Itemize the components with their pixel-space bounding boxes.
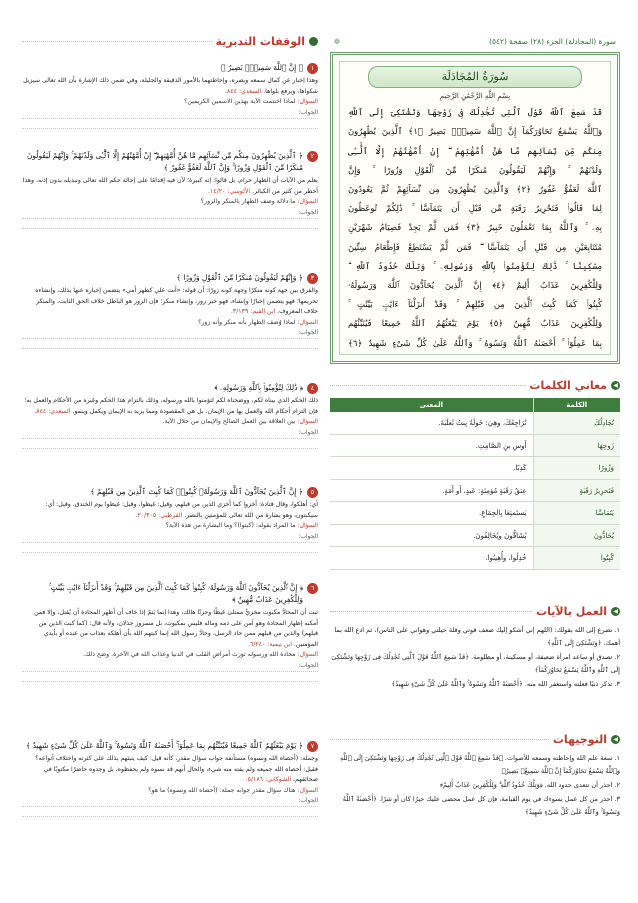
commentary-source: القرطبي: ٢٠/٣٠٥.: [135, 511, 183, 519]
waqfa-number: ٦: [307, 583, 318, 594]
waqfa-question: [22, 318, 318, 329]
commentary-text: ثبت أن المحادَّ مكبوت مخزيٌّ ممتلئ غيظًا وحزنًا هالك، وهذا إنما يَتمّ إذا خاف أن أظهر المحادة أن يُقتل، وإلا فمن أمكنه إظهار المحادة وهو آمن على دمه وماله فليس بمكبوت، بل مسرور جذلان، ولأنه قال: (كما كبت الذين من قبلهم) والذين من قبلهم ممن حاد الرسل، وحادَّ رسول الله إنما كبتهم الله بأن أهلكه بعذاب من عنده أو بأيدي المؤمنين.: [34, 609, 318, 648]
section-bullet-icon: ◀: [611, 607, 620, 616]
vocab-row: [330, 412, 620, 435]
question-label: السؤال:: [295, 318, 318, 326]
vocab-title: معاني الكلمات: [529, 379, 607, 392]
question-label: السؤال:: [295, 522, 318, 530]
divider: [330, 739, 549, 740]
tawjihat-title: التوجيهات: [552, 733, 607, 746]
question-label: السؤال:: [295, 786, 318, 794]
question-text: هناك سؤال مقدر جوابه جملة: (أحصاه الله ونسوه) ما هو؟: [148, 786, 296, 794]
ayah-line: مِسْكِينًا ۚ ذَٰلِكَ لِتُؤْمِنُوا۟ بِٱللَّهِ وَرَسُولِهِۦ ۚ وَتِلْكَ حُدُودُ ٱللَّهِ ۗ: [348, 260, 602, 271]
waqfa-question: [22, 650, 318, 661]
question-text: بين العلاقة بين العمل الصالح والإيمان من خلال الآية.: [162, 418, 296, 426]
waqfa-number: ٧: [307, 741, 318, 752]
commentary-source: ابن تيمية: ٦/٢٤٠.: [248, 640, 292, 648]
amal-title: العمل بالآيات: [536, 605, 607, 618]
ornament-icon: ❁: [334, 36, 341, 46]
ayah-line: مِنكُم مِّن نِّسَآئِهِم مَّا هُنَّ أُمَّهَٰتِهِمْ ۖ إِنْ أُمَّهَٰتُهُمْ إِلَّا ٱلَّٰٓـِٔى: [348, 145, 602, 156]
vocab-meaning: يُشَاقُّونَ ويُخَالِفُونَ.: [330, 524, 533, 547]
answer-field[interactable]: الجواب:: [22, 108, 318, 119]
waqfa-commentary: [22, 754, 318, 786]
ayah-line: وَٱللَّهُ يَسْمَعُ تَحَاوُرَكُمَآ إِنَّ ٱللَّهَ سَمِيعٌۢ بَصِيرٌ ﴿١﴾ ٱلَّذِينَ يُظَٰهِرُونَ: [348, 126, 602, 137]
list-item: ٢. احذر أن تتعدى حدود الله. ﴿وَتِلْكَ حُدُودُ ٱللَّهِ ۗ وَلِلْكَٰفِرِينَ عَذَابٌ أَلِيمٌ﴾: [440, 780, 620, 789]
vocab-meaning: تُرَاجِعُكَ، وهِيَ: خَولَةُ بِنتُ ثَعلَبَةَ.: [330, 412, 533, 435]
quran-page-header: [330, 34, 620, 50]
waqafat-title: الوقفات التدبرية: [215, 35, 305, 48]
waqfa-commentary: [22, 286, 318, 318]
list-item: ٢. تصدق أو ساعد امرأة ضعيفة، أو مسكينة، أو مظلومة. ﴿قَدْ سَمِعَ ٱللَّهُ قَوْلَ ٱلَّتِى تُجَٰدِلُكَ فِى زَوْجِهَا وَتَشْتَكِىٓ إِلَى ٱللَّهِ وَٱللَّهُ يَسْمَعُ تَحَاوُرَكُمَآ﴾: [331, 652, 620, 674]
tawjihat-section: [330, 732, 620, 820]
waqfa-ayah: ﴿ إِنَّ ٱلَّذِينَ يُحَآدُّونَ ٱللَّهَ وَرَسُولَهُۥ كُبِتُوا۟ كَمَا كُبِتَ ٱلَّذِينَ مِن قَبْلِهِمْ ﴾: [90, 487, 303, 496]
commentary-source: الألوسي: ١٤/٢٠.: [208, 187, 251, 195]
amal-section: [330, 604, 620, 692]
section-bullet-icon: ◀: [611, 381, 620, 390]
vocab-section: [330, 378, 620, 570]
commentary-source: السعدي: ٨٤٤.: [225, 87, 262, 95]
waqfa-card: [22, 150, 318, 229]
waqfa-question: [22, 786, 318, 797]
ayah-line: قَدْ سَمِعَ ٱللَّهُ قَوْلَ ٱلَّتِى تُجَٰدِلُكَ فِى زَوْجِهَا وَتَشْتَكِىٓ إِلَى ٱللَّهِ: [348, 107, 602, 118]
vocab-word: زَوجِهَا: [533, 434, 620, 457]
list-item: ١. تضرع إلى الله بقولك: (اللهم إني أشكو إليك ضعف قوتي وقلة حيلتي وهواني على الناس)، ثم ادع الله بما أهمك. ﴿وَتَشْتَكِىٓ إِلَى ٱللَّهِ﴾: [334, 625, 620, 647]
vocab-word: كُبِتُوا: [533, 547, 620, 570]
commentary-text: وهذا إخبار عن كمال سمعه وبصره، وإحاطتهما بالأمور الدقيقة والجليلة، وفي ضمن ذلك الإشارة بأن الله تعالى سيزيل شكواها، ويرفع بلواها.: [23, 77, 318, 95]
vocab-row: [330, 457, 620, 480]
amal-list: [330, 624, 620, 691]
ayah-line: بِهِۦ ۚ وَٱللَّهُ بِمَا تَعْمَلُونَ خَبِيرٌ ﴿٣﴾ فَمَن لَّمْ يَجِدْ فَصِيَامُ شَهْرَيْنِ: [348, 222, 602, 233]
section-bullet-icon: [309, 37, 318, 46]
answer-line[interactable]: [22, 807, 318, 817]
commentary-source: الشوكاني: ٥/١٨٦.: [245, 776, 292, 784]
waqfa-commentary: [22, 500, 318, 521]
waqfa-number: ٤: [307, 383, 318, 394]
waqfa-commentary: [22, 608, 318, 650]
waqfa-head: [22, 272, 318, 284]
question-label: السؤال:: [295, 198, 318, 206]
quran-panel: [330, 34, 620, 364]
answer-field[interactable]: الجواب:: [22, 796, 318, 807]
ayah-line: كُبِتُوا۟ كَمَا كُبِتَ ٱلَّذِينَ مِن قَبْلِهِمْ ۚ وَقَدْ أَنزَلْنَآ ءَايَٰتٍۭ بَيِّنَٰتٍ ۚ: [348, 299, 602, 310]
ayah-line: وَلِلْكَٰفِرِينَ عَذَابٌ أَلِيمٌ ﴿٤﴾ إِنَّ ٱلَّذِينَ يُحَآدُّونَ ٱللَّهَ وَرَسُولَهُۥ: [348, 279, 602, 290]
waqfa-card: [22, 62, 318, 129]
question-label: السؤال:: [295, 418, 318, 426]
waqfa-card: [22, 740, 318, 817]
vocab-word: تُجَادِلُكَ: [533, 412, 620, 435]
waqafat-header: [22, 34, 318, 50]
waqfa-commentary: [22, 396, 318, 417]
waqfa-ayah: ﴿ إِنَّ ٱلَّذِينَ يُحَآدُّونَ ٱللَّهَ وَرَسُولَهُۥ كُبِتُوا۟ كَمَا كُبِتَ ٱلَّذِينَ مِن قَبْلِهِمْ ۚ وَقَدْ أَنزَلْنَآ ءَايَٰتٍۭ بَيِّنَٰتٍ ۚ وَلِلْكَٰفِرِينَ عَذَابٌ مُّهِينٌ ﴾: [48, 583, 303, 604]
vocab-meaning: يَستَمتِعَا بِالجِمَاعِ.: [330, 502, 533, 525]
surah-page-info: سورة (المجادلة) الجزء (٢٨) صفحة (٥٤٢): [489, 36, 616, 46]
waqfa-head: [22, 150, 318, 174]
ayah-line: وَلِلْكَٰفِرِينَ عَذَابٌ مُّهِينٌ ﴿٥﴾ يَوْمَ يَبْعَثُهُمُ ٱللَّهُ جَمِيعًا فَيُنَبِّئُهُم: [348, 318, 602, 329]
waqfa-number: ١: [307, 63, 318, 74]
ayah-line: بِمَا عَمِلُوٓا۟ ۚ أَحْصَىٰهُ ٱللَّهُ وَنَسُوهُ ۚ وَٱللَّهُ عَلَىٰ كُلِّ شَىْءٍ شَهِيدٌ ﴿٦﴾: [348, 337, 602, 348]
question-text: لماذا وُصف الظهار بأنه منكر وأنه زور؟: [198, 318, 296, 326]
list-item: ٣. تذكر ذنبًا فعلته واستغفر الله منه. ﴿أَحْصَىٰهُ ٱللَّهُ وَنَسُوهُ ۚ وَٱللَّهُ عَلَىٰ كُلِّ شَىْءٍ شَهِيدٌ﴾: [391, 679, 620, 688]
answer-field[interactable]: الجواب:: [22, 208, 318, 219]
vocab-row: [330, 524, 620, 547]
vocab-meaning: خُذِلُوا، وأُهِينُوا.: [330, 547, 533, 570]
basmala: بِسْمِ اللَّهِ الرَّحْمَٰنِ الرَّحِيمِ: [439, 92, 511, 100]
answer-line[interactable]: [22, 339, 318, 349]
answer-line[interactable]: [22, 219, 318, 229]
waqfa-head: [22, 740, 318, 752]
waqfa-number: ٥: [307, 487, 318, 498]
waqfa-number: ٣: [307, 273, 318, 284]
vocab-row: [330, 434, 620, 457]
commentary-text: والفرق بين جهة كونه منكرًا وجهة كونه زورًا: أن قوله: «أنت علي كظهر أمي» يتضمن إخباره عنها بذلك، وإنشاءه تحريمها؛ فهو يتضمن إخبارًا وإنشاء، فهو خبر زور، وإنشاء منكر؛ فإن الزور هو الباطل خلاف الحق الثابت، والمنكر خلاف المعروف.: [35, 287, 318, 316]
answer-line[interactable]: [22, 439, 318, 449]
vocab-row: [330, 479, 620, 502]
waqfa-head: [22, 486, 318, 498]
tawjihat-list: [330, 752, 620, 819]
vocab-meaning: عِتقُ رَقَبَةٍ مُؤمِنَةٍ: عَبدٍ، أَو أَمَةٍ.: [330, 479, 533, 502]
question-text: لماذا اختتمت الآية بهذين الاسمين الكريمين؟: [184, 98, 296, 106]
quran-text-area: [339, 61, 611, 355]
question-text: ما المراد بقوله: (كبتوا)؟ وما البشارة من هذه الآية؟: [165, 522, 296, 530]
answer-field[interactable]: الجواب:: [22, 532, 318, 543]
answer-line[interactable]: [22, 119, 318, 129]
surah-title-banner: سُورَةُ المُجَادَلَة: [368, 66, 582, 88]
waqafat-section: [22, 34, 318, 56]
waqfa-head: [22, 382, 318, 394]
question-label: السؤال:: [295, 98, 318, 106]
waqfa-ayah: ﴿ ٱلَّذِينَ يُظَٰهِرُونَ مِنكُم مِّن نِّسَآئِهِم مَّا هُنَّ أُمَّهَٰتِهِمْ ۖ إِنْ أُمَّهَٰتُهُمْ إِلَّا ٱلَّٰٓـِٔى وَلَدْنَهُمْ ۚ وَإِنَّهُمْ لَيَقُولُونَ مُنكَرًا مِّنَ ٱلْقَوْلِ وَزُورًا ۚ وَإِنَّ ٱللَّهَ لَعَفُوٌّ غَفُورٌ ﴾: [26, 151, 303, 172]
vocab-word: يَتَمَاسَّا: [533, 502, 620, 525]
question-text: محادة الله ورسوله تورث أمراض القلب في الدنيا وعذاب الله في الآخرة. وضح ذلك.: [83, 651, 296, 659]
waqfa-card: [22, 272, 318, 349]
waqfa-question: [22, 197, 318, 208]
list-item: ٣. احذر من كل عمل يسوءك في يوم القيامة، فإن كل عمل محصى عليك خيرًا كان أو شرًا. ﴿أَحْصَىٰهُ ٱللَّهُ وَنَسُوهُ ۚ وَٱللَّهُ عَلَىٰ كُلِّ شَىْءٍ شَهِيدٌ﴾: [342, 794, 620, 816]
waqfa-card: [22, 486, 318, 553]
vocab-row: [330, 502, 620, 525]
vocab-header: [330, 378, 620, 394]
waqfa-head: [22, 582, 318, 606]
waqfa-question: [22, 417, 318, 428]
answer-field[interactable]: الجواب:: [22, 428, 318, 439]
commentary-text: يعلم من الآيات أن الظهار حرام، بل قالوا: إنه كبيرة؛ لأن فيه إقدامًا على إحالة حكم الله تعالى وتبديله بدون إذنه، وهذا أخطر من كثير من الكبائر.: [22, 177, 318, 195]
waqfa-number: ٢: [307, 151, 318, 162]
commentary-source: السعدي: ٨٤٤.: [34, 407, 71, 415]
vocab-row: [330, 547, 620, 570]
waqfa-card: [22, 582, 318, 682]
answer-line[interactable]: [22, 672, 318, 682]
divider: [22, 41, 212, 42]
answer-line[interactable]: [22, 543, 318, 553]
waqfa-ayah: ﴿ يَوْمَ يَبْعَثُهُمُ ٱللَّهُ جَمِيعًا فَيُنَبِّئُهُم بِمَا عَمِلُوٓا۟ ۚ أَحْصَىٰهُ ٱللَّهُ وَنَسُوهُ ۚ وَٱللَّهُ عَلَىٰ كُلِّ شَىْءٍ شَهِيدٌ ﴾: [25, 741, 303, 750]
col-meaning-header: المعنى: [330, 398, 533, 412]
ayah-line: ٱللَّهَ لَعَفُوٌّ غَفُورٌ ﴿٢﴾ وَٱلَّذِينَ يُظَٰهِرُونَ مِن نِّسَآئِهِمْ ثُمَّ يَعُودُونَ: [348, 183, 602, 194]
waqfa-question: [22, 97, 318, 108]
section-bullet-icon: ◀: [611, 735, 620, 744]
ayah-line: مُتَتَابِعَيْنِ مِن قَبْلِ أَن يَتَمَآسَّا ۖ فَمَن لَّمْ يَسْتَطِعْ فَإِطْعَامُ سِتِّينَ: [348, 241, 602, 252]
waqfa-ayah: ﴿ ذَٰلِكَ لِتُؤْمِنُوا۟ بِٱللَّهِ وَرَسُولِهِۦ ﴾: [214, 383, 303, 392]
ayah-line: لِمَا قَالُوا۟ فَتَحْرِيرُ رَقَبَةٍ مِّن قَبْلِ أَن يَتَمَآسَّا ۚ ذَٰلِكُمْ تُوعَظُونَ: [348, 203, 602, 214]
tawjihat-header: [330, 732, 620, 748]
vocab-word: يُحَادُّونَ: [533, 524, 620, 547]
divider: [330, 611, 532, 612]
ayah-line: وَلَدْنَهُمْ ۚ وَإِنَّهُمْ لَيَقُولُونَ مُنكَرًا مِّنَ ٱلْقَوْلِ وَزُورًا ۚ وَإِنَّ: [348, 164, 602, 175]
question-label: السؤال:: [295, 651, 318, 659]
waqfa-head: [22, 62, 318, 74]
commentary-text: ذلك الحكم الذي بيناه لكم، ووضحناه لكم لتؤمنوا بالله ورسوله، وذلك بالتزام هذا الحكم وغيره من الأحكام والعمل به؛ فإن التزام أحكام الله والعمل بها من الإيمان، بل هي المقصودة ومما يزيد به الإيمان ويكمل وينمو.: [24, 397, 318, 415]
answer-field[interactable]: الجواب:: [22, 328, 318, 339]
question-text: ما دلالة وصف الظهار بالمنكر والزور؟: [200, 198, 296, 206]
commentary-source: ابن القيم: ٣/١٣٩.: [230, 308, 276, 316]
quran-frame: [330, 52, 620, 364]
waqfa-question: [22, 521, 318, 532]
amal-header: [330, 604, 620, 620]
commentary-text: أي: أهلكوا، وقال قتادة: أخزوا كما أخزي الذين من قبلهم، وقيل: غيظوا، وقيل: غيظوا يوم الخندق، وقيل: أي: سيكبتون، وهو بشارة من الله تعالى للمؤمنين بالنصر.: [45, 501, 318, 519]
ayah-lines: [348, 103, 602, 353]
waqfa-ayah: ﴿ وَإِنَّهُمْ لَيَقُولُونَ مُنكَرًا مِّنَ ٱلْقَوْلِ وَزُورًا ﴾: [176, 273, 303, 282]
waqfa-commentary: [22, 176, 318, 197]
commentary-text: وجملة: (أحصاه الله ونسوه) مستأنفة جواب سؤال مقدر، كأنه قيل: كيف ينبئهم بذلك على كثرته واختلاف أنواعه؟ فقيل: أحصاه الله جميعه ولم يفته منه شيء، والحال أنهم قد نسوه ولم يحفظوه، بل وجدوه حاضرًا مكتوبًا في صحائفهم.: [35, 755, 318, 784]
vocab-meaning: كَذِبًا.: [330, 457, 533, 480]
vocab-word: وَزُورًا: [533, 457, 620, 480]
vocab-meaning: أَوسِ بنِ الصَّامِتِ.: [330, 434, 533, 457]
waqfa-commentary: [22, 76, 318, 97]
vocab-word: فَتَحرِيرُ رَقَبَةٍ: [533, 479, 620, 502]
list-item: ١. سعة علم الله وإحاطته وسمعه للأصوات. ﴿قَدْ سَمِعَ ٱللَّهُ قَوْلَ ٱلَّتِى تُجَٰدِلُكَ فِى زَوْجِهَا وَتَشْتَكِىٓ إِلَى ٱللَّهِ وَٱللَّهُ يَسْمَعُ تَحَاوُرَكُمَآ إِنَّ ٱللَّهَ سَمِيعٌۢ بَصِيرٌ﴾: [340, 753, 620, 775]
waqfa-ayah: ﴿ إِنَّ ٱللَّهَ سَمِيعٌۢ بَصِيرٌ ﴾: [221, 63, 303, 72]
col-word-header: الكلمة: [533, 398, 620, 412]
waqfa-card: [22, 382, 318, 449]
answer-field[interactable]: الجواب:: [22, 661, 318, 672]
vocab-table: [330, 398, 620, 570]
divider: [330, 385, 525, 386]
